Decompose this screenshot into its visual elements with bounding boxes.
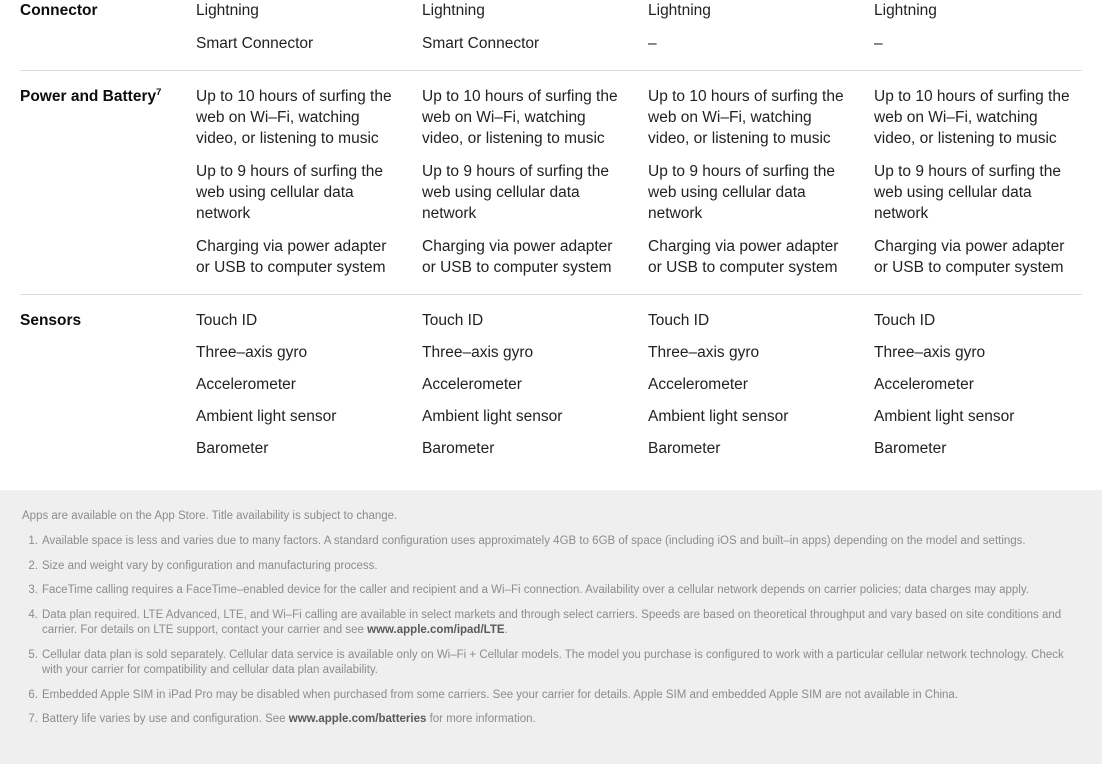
spec-cell-item: Touch ID [648, 312, 710, 329]
spec-cell-item: Barometer [422, 440, 495, 457]
spec-cell-item: Smart Connector [196, 35, 314, 52]
spec-cell-item: Charging via power adapter or USB to computer system [648, 238, 839, 276]
spec-cell-column-3 [648, 0, 874, 54]
footnote-item [20, 648, 1082, 679]
spec-cell-item: Up to 10 hours of surfing the web on Wi–Fi, watching video, or listening to music [196, 88, 392, 147]
footnote-item [20, 583, 1082, 599]
spec-cell-column-1 [196, 310, 422, 470]
spec-cell-item: Three–axis gyro [874, 344, 986, 361]
spec-cell-item: Up to 10 hours of surfing the web on Wi–Fi, watching video, or listening to music [874, 88, 1070, 147]
footnote-number: 5. [28, 648, 38, 661]
spec-row-label: Power and Battery$^7$ [20, 86, 162, 105]
spec-cell-item: Touch ID [196, 312, 258, 329]
spec-cell-item: Touch ID [422, 312, 484, 329]
spec-cell-item: Ambient light sensor [422, 408, 563, 425]
footnote-text-part: Cellular data plan is sold separately. Cellular data service is available only on Wi–Fi + Cellular models. The model you purchase is configured to work with a particular cellular network technology. Check with your carrier for compatibility and cellular data plan availability. [42, 648, 1064, 676]
spec-cell-column-2 [422, 310, 648, 470]
footnote-link[interactable]: www.apple.com/ipad/LTE [367, 624, 505, 636]
footnote-item [20, 688, 1082, 704]
footnote-number: 6. [28, 688, 38, 701]
spec-cell-item: Barometer [196, 440, 269, 457]
spec-cell-item: Lightning [422, 2, 485, 19]
footnote-link[interactable]: www.apple.com/batteries [288, 713, 427, 725]
footnote-number: 2. [28, 559, 38, 572]
spec-cell-item: Three–axis gyro [648, 344, 760, 361]
footnotes-section [0, 490, 1102, 764]
spec-cell-item: Up to 9 hours of surfing the web using cellular data network [422, 163, 609, 222]
spec-cell-item: Lightning [874, 2, 937, 19]
footnote-text-part: Embedded Apple SIM in iPad Pro may be disabled when purchased from some carriers. See your carrier for details. Apple SIM and embedded Apple SIM are not available in China. [42, 688, 959, 701]
spec-cell-item: Accelerometer [648, 376, 748, 393]
spec-cell-item: Accelerometer [422, 376, 522, 393]
spec-cell-item: – [648, 35, 657, 52]
spec-cell-column-4 [874, 310, 1100, 470]
spec-row [0, 70, 1102, 294]
spec-cell-item: Lightning [648, 2, 711, 19]
spec-cell-item: Up to 10 hours of surfing the web on Wi–Fi, watching video, or listening to music [422, 88, 618, 147]
spec-cell-column-4 [874, 0, 1100, 54]
spec-cell-item: Up to 9 hours of surfing the web using cellular data network [648, 163, 835, 222]
footnote-number: 4. [28, 608, 38, 621]
footnote-text [42, 534, 1082, 550]
spec-cell-item: Three–axis gyro [422, 344, 534, 361]
spec-cell-item: Three–axis gyro [196, 344, 308, 361]
footnote-text [42, 712, 1082, 728]
footnote-text-part: for more information. [426, 713, 536, 725]
footnote-text-part: FaceTime calling requires a FaceTime–enabled device for the caller and recipient and a Wi–Fi connection. Availability over a cellular network depends on carrier policies; data charges may apply. [42, 584, 1029, 596]
spec-cell-item: Charging via power adapter or USB to computer system [422, 238, 613, 276]
footnote-number: 1. [28, 535, 38, 547]
footnote-text-part: Size and weight vary by configuration and manufacturing process. [42, 559, 378, 572]
spec-cell-item: Charging via power adapter or USB to computer system [874, 238, 1065, 276]
footnote-text [42, 559, 1082, 575]
footnote-text-part: Battery life varies by use and configuration. See [42, 713, 289, 725]
spec-cell-column-4 [874, 86, 1100, 278]
footnote-item [20, 559, 1082, 575]
footnote-text [42, 648, 1082, 679]
spec-cell-item: Barometer [648, 440, 721, 457]
footnote-item [20, 712, 1082, 728]
footnote-text-part: . [504, 624, 508, 636]
footnote-text-part: Data plan required. LTE Advanced, LTE, and Wi–Fi calling are available in select markets and through select carriers. Speeds are based on theoretical throughput and vary based on site conditions and carrier. For details on LTE support, contact your carrier and see [42, 608, 1062, 636]
spec-row [0, 0, 1102, 70]
footnotes-intro: Apps are available on the App Store. Title availability is subject to change. [22, 510, 398, 522]
spec-cell-item: Smart Connector [422, 35, 540, 52]
footnote-marker[interactable]: 7 [156, 86, 162, 98]
footnote-text-part: Available space is less and varies due to many factors. A standard configuration uses approximately 4GB to 6GB of space (including iOS and built–in apps) depending on the model and settings. [42, 535, 1026, 547]
spec-cell-column-1 [196, 86, 422, 278]
spec-row-label: Connector [20, 2, 98, 19]
spec-cell-item: – [874, 35, 883, 52]
spec-cell-item: Ambient light sensor [874, 408, 1015, 425]
footnote-number: 3. [28, 584, 38, 596]
spec-cell-item: Charging via power adapter or USB to computer system [196, 238, 387, 276]
spec-cell-column-3 [648, 310, 874, 470]
spec-cell-item: Accelerometer [874, 376, 974, 393]
footnotes-list [20, 534, 1082, 728]
footnote-text [42, 583, 1082, 599]
spec-row-label: Sensors [20, 312, 82, 329]
spec-cell-item: Accelerometer [196, 376, 296, 393]
footnote-number: 7. [28, 713, 38, 725]
spec-cell-item: Up to 9 hours of surfing the web using cellular data network [196, 163, 383, 222]
spec-row [0, 294, 1102, 490]
spec-cell-item: Touch ID [874, 312, 936, 329]
spec-cell-item: Up to 10 hours of surfing the web on Wi–Fi, watching video, or listening to music [648, 88, 844, 147]
spec-cell-column-2 [422, 86, 648, 278]
spec-cell-item: Ambient light sensor [648, 408, 789, 425]
spec-cell-item: Up to 9 hours of surfing the web using cellular data network [874, 163, 1061, 222]
spec-cell-item: Lightning [196, 2, 259, 19]
spec-cell-item: Barometer [874, 440, 947, 457]
footnote-text [42, 608, 1082, 639]
footnote-item [20, 608, 1082, 639]
footnote-text [42, 688, 1082, 704]
spec-cell-column-3 [648, 86, 874, 278]
spec-cell-column-2 [422, 0, 648, 54]
spec-cell-item: Ambient light sensor [196, 408, 337, 425]
footnote-item [20, 534, 1082, 550]
spec-cell-column-1 [196, 0, 422, 54]
